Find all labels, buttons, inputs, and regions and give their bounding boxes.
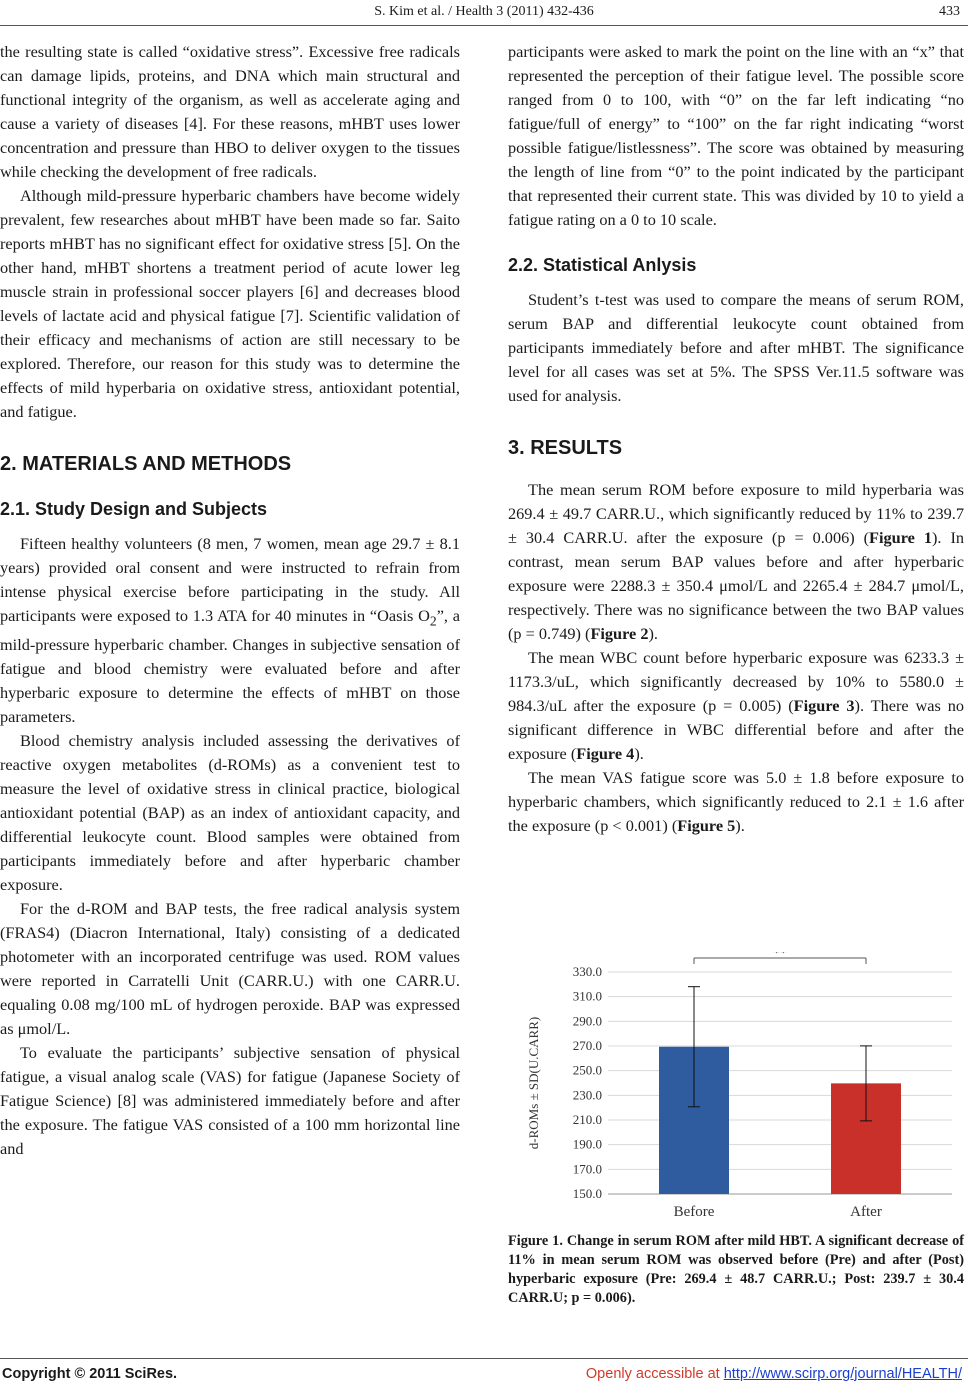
figure-2-ref: Figure 2 bbox=[590, 624, 649, 643]
figure-1-chart bbox=[520, 952, 960, 1224]
y-tick-label: 250.0 bbox=[572, 1062, 602, 1078]
right-column bbox=[508, 40, 964, 838]
y-tick-label: 230.0 bbox=[572, 1087, 602, 1103]
significance-label: ** bbox=[773, 952, 787, 960]
page-number: 433 bbox=[939, 4, 960, 19]
right-paragraph-2: Student’s t-test was used to compare the means of serum ROM, serum BAP and differential leukocyte count obtained from participants immediately before and after mHBT. The significance level for all cases was set at 5%. The SPSS Ver.11.5 software was used for analysis. bbox=[508, 290, 964, 405]
left-paragraph-1: the resulting state is called “oxidative stress”. Excessive free radicals can damage lipids, proteins, and DNA which main structural and functional integrity of the organism, as well as accelerate aging and cause a variety of diseases [4]. For these reasons, mHBT uses lower concentration and pressure than HBO to deliver oxygen to the tissues while checking the development of free radicals. bbox=[0, 42, 460, 181]
chart-significance-bracket bbox=[694, 952, 866, 964]
section-3-heading: 3. RESULTS bbox=[508, 437, 623, 459]
right-paragraph-3 bbox=[508, 478, 964, 646]
chart-y-ticks bbox=[573, 964, 602, 1201]
copyright: Copyright © 2011 SciRes. bbox=[2, 1366, 178, 1382]
x-tick-label: Before bbox=[673, 1204, 715, 1220]
y-tick-label: 190.0 bbox=[572, 1136, 602, 1152]
footer bbox=[0, 1362, 968, 1386]
subsection-2-2-heading: 2.2. Statistical Anlysis bbox=[508, 255, 697, 275]
y-tick-label: 310.0 bbox=[572, 988, 602, 1004]
header-rule bbox=[0, 25, 968, 26]
access-text: Openly accessible at bbox=[585, 1366, 724, 1382]
left-paragraph-6: To evaluate the participants’ subjective sensation of physical fatigue, a visual analog scale (VAS) for fatigue (Japanese Society of Fatigue Science) [8] was administered immediately before and after the exposure. The fatigue VAS consisted of a 100 mm horizontal line and bbox=[0, 1043, 460, 1159]
p4r-part-b: ). There was no significant difference in WBC differential before and after the exposure ( bbox=[508, 696, 964, 763]
y-tick-label: 210.0 bbox=[572, 1112, 602, 1127]
section-2-heading: 2. MATERIALS AND METHODS bbox=[0, 453, 292, 475]
figure-1 bbox=[520, 952, 960, 1224]
p3-subscript: 2 bbox=[429, 613, 437, 629]
chart-y-axis-label: d-ROMs ± SD(U.CARR) bbox=[526, 1016, 541, 1150]
chart-x-labels bbox=[674, 1204, 882, 1220]
y-tick-label: 290.0 bbox=[572, 1013, 602, 1029]
p3r-part-c: ). bbox=[648, 624, 658, 643]
right-paragraph-5 bbox=[508, 766, 964, 838]
p4r-part-c: ). bbox=[634, 744, 644, 763]
p3-part-a: Fifteen healthy volunteers (8 men, 7 women, mean age 29.7 ± 8.1 years) provided oral consent and were instructed to refrain from intense physical exercise before participating in the study. All participants were exposed to 1.3 ATA for 40 minutes in “Oasis O bbox=[0, 534, 460, 625]
p5r-part-b: ). bbox=[735, 816, 745, 835]
p3r-part-b: ). In contrast, mean serum BAP values before and after hyperbaric exposure were 2288.3 ± 350.4 μmol/L and 2265.4 ± 284.7 μmol/L, respectively. There was no significance between the two BAP values (p = 0.749) ( bbox=[508, 528, 965, 643]
figure-4-ref: Figure 4 bbox=[576, 744, 635, 763]
right-paragraph-1: participants were asked to mark the point on the line with an “x” that represented the perception of their fatigue level. The possible score ranged from 0 to 100, with “0” on the far left indicating “no fatigue/full of energy” to “100” on the far right indicating “worst possible fatigue/listlessness”. The score was obtained by measuring the length of line from “0” to the point indicated by the participant that represented their current state. This was divided by 10 to yield a fatigue rating on a 0 to 10 scale. bbox=[508, 42, 964, 229]
p5r-part-a: The mean VAS fatigue score was 5.0 ± 1.8 before exposure to hyperbaric chambers, which significantly reduced to 2.1 ± 1.6 after the exposure (p < 0.001) ( bbox=[508, 768, 964, 835]
journal-link[interactable]: http://www.scirp.org/journal/HEALTH/ bbox=[723, 1366, 962, 1382]
left-paragraph-5: For the d-ROM and BAP tests, the free radical analysis system (FRAS4) (Diacron International, Italy) consisting of a dedicated photometer with an incorporated centrifuge was used. ROM values were reported in Carratelli Unit (CARR.U.) with one CARR.U. equaling 0.08 mg/100 mL of hydrogen peroxide. BAP was expressed as μmol/L. bbox=[0, 899, 460, 1039]
y-tick-label: 170.0 bbox=[572, 1161, 602, 1177]
running-head-title: S. Kim et al. / Health 3 (2011) 432-436 bbox=[374, 4, 594, 19]
access-statement bbox=[586, 1362, 962, 1386]
y-tick-label: 330.0 bbox=[572, 964, 602, 979]
y-tick-label: 270.0 bbox=[572, 1038, 602, 1053]
subsection-2-1-heading: 2.1. Study Design and Subjects bbox=[0, 499, 268, 519]
figure-1-ref: Figure 1 bbox=[869, 528, 932, 547]
left-column bbox=[0, 40, 460, 1161]
figure-5-ref: Figure 5 bbox=[677, 816, 736, 835]
figure-3-ref: Figure 3 bbox=[793, 696, 855, 715]
y-tick-label: 150.0 bbox=[572, 1186, 602, 1201]
p3-part-b: ”, a mild-pressure hyperbaric chamber. Changes in subjective sensation of fatigue and blood chemistry were evaluated before and after hyperbaric exposure to determine the effects of mHBT on those parameters. bbox=[0, 606, 461, 727]
right-paragraph-4 bbox=[508, 646, 964, 766]
left-paragraph-2: Although mild-pressure hyperbaric chambers have become widely prevalent, few researches about mHBT have been made so far. Saito reports mHBT has no significant effect for oxidative stress [5]. On the other hand, mHBT shortens a treatment period of acute lower leg muscle strain in professional soccer players [6] and decreases blood levels of lactate acid and physical fatigue [7]. Scientific validation of their efficacy and mechanisms of action are still necessary to be explored. Therefore, our reason for this study was to determine the effects of mild hyperbaria on oxidative stress, antioxidant potential, and fatigue. bbox=[0, 186, 460, 421]
p3r-part-a: The mean serum ROM before exposure to mild hyperbaria was 269.4 ± 49.7 CARR.U., which significantly reduced by 11% to 239.7 ± 30.4 CARR.U. after the exposure (p = 0.006) ( bbox=[508, 480, 964, 547]
footer-rule bbox=[0, 1358, 968, 1359]
figure-1-caption: Figure 1. Change in serum ROM after mild HBT. A significant decrease of 11% in mean serum ROM was observed before (Pre) and after (Post) hyperbaric exposure (Pre: 269.4 ± 48.7 CARR.U.; Post: 239.7 ± 30.4 CARR.U; p = 0.006). bbox=[508, 1233, 964, 1306]
running-head bbox=[0, 0, 968, 24]
left-paragraph-3 bbox=[0, 532, 460, 729]
x-tick-label: After bbox=[850, 1204, 882, 1220]
left-paragraph-4: Blood chemistry analysis included assessing the derivatives of reactive oxygen metabolites (d-ROMs) as a convenient test to measure the level of oxidative stress in clinical practice, biological antioxidant potential (BAP) as an index of antioxidant capacity, and differential leukocyte count. Blood samples were obtained from participants immediately before and after hyperbaric chamber exposure. bbox=[0, 731, 460, 895]
p4r-part-a: The mean WBC count before hyperbaric exposure was 6233.3 ± 1173.3/uL, which significantly decreased by 10% to 5580.0 ± 984.3/uL after the exposure (p = 0.005) ( bbox=[508, 648, 964, 715]
